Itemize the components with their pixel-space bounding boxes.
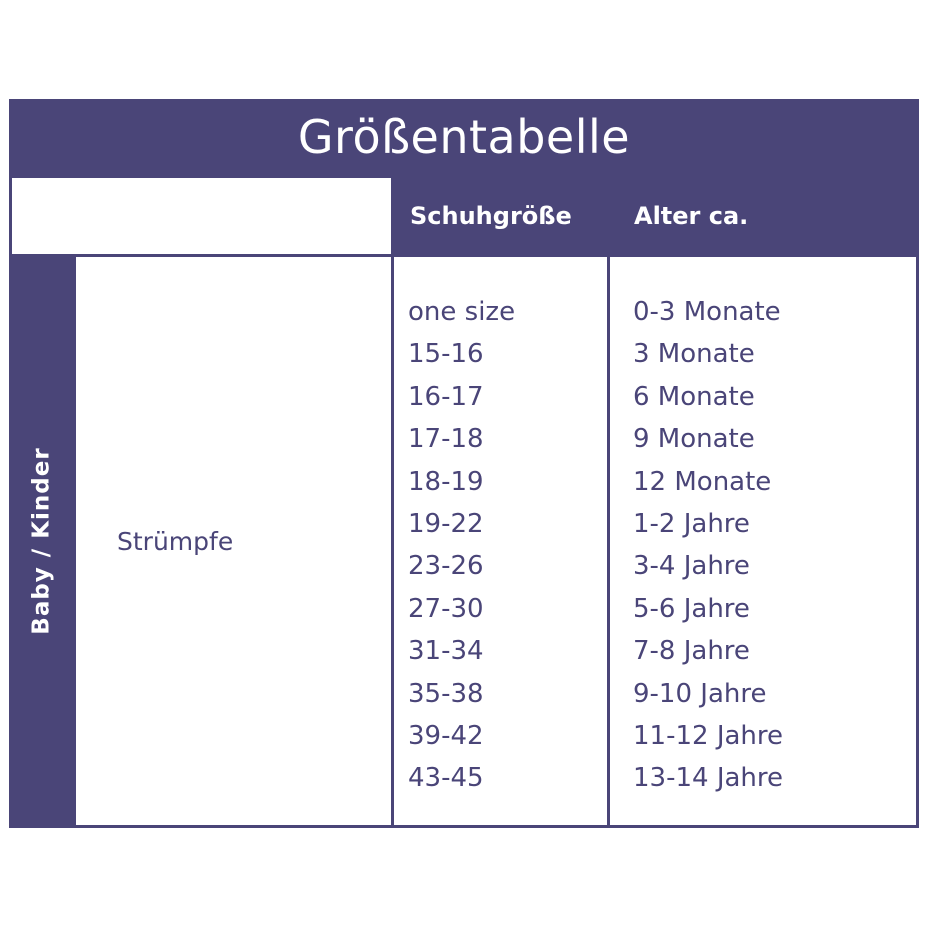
age-value: 12 Monate: [633, 466, 772, 497]
header-age: Alter ca.: [634, 202, 749, 230]
age-value: 3-4 Jahre: [633, 551, 750, 582]
shoe-size-value: 27-30: [408, 593, 484, 624]
age-value: 9 Monate: [633, 424, 755, 455]
shoe-size-value: 18-19: [408, 466, 484, 497]
age-value: 13-14 Jahre: [633, 763, 784, 794]
age-value: 0-3 Monate: [633, 297, 781, 327]
shoe-size-value: 15-16: [408, 339, 484, 370]
age-value: 7-8 Jahre: [633, 636, 750, 667]
shoe-size-value: one size: [408, 297, 516, 327]
age-column: [610, 257, 916, 825]
age-value: 9-10 Jahre: [633, 678, 767, 709]
age-value: 5-6 Jahre: [633, 593, 750, 624]
category-cell: [9, 257, 75, 825]
product-cell: [76, 257, 391, 825]
category-label: Baby / Kinder: [29, 447, 56, 635]
shoe-size-value: 35-38: [408, 678, 484, 709]
shoe-size-value: 31-34: [408, 636, 484, 667]
age-value: 6 Monate: [633, 381, 755, 412]
shoe-size-value: 19-22: [408, 508, 484, 539]
table-title: Größentabelle: [297, 110, 631, 164]
age-value: 11-12 Jahre: [633, 720, 784, 751]
shoe-size-value: 23-26: [408, 551, 484, 582]
age-value: 1-2 Jahre: [633, 508, 750, 539]
shoe-size-value: 43-45: [408, 763, 484, 794]
header-shoe-size: Schuhgröße: [410, 202, 572, 230]
size-chart-table: [9, 99, 919, 828]
shoe-size-value: 17-18: [408, 424, 484, 455]
header-blank-cell: [12, 178, 391, 254]
age-value: 3 Monate: [633, 339, 755, 370]
shoe-size-column: [394, 257, 607, 825]
shoe-size-value: 16-17: [408, 381, 484, 412]
product-label: Strümpfe: [117, 526, 234, 556]
shoe-size-value: 39-42: [408, 720, 484, 751]
